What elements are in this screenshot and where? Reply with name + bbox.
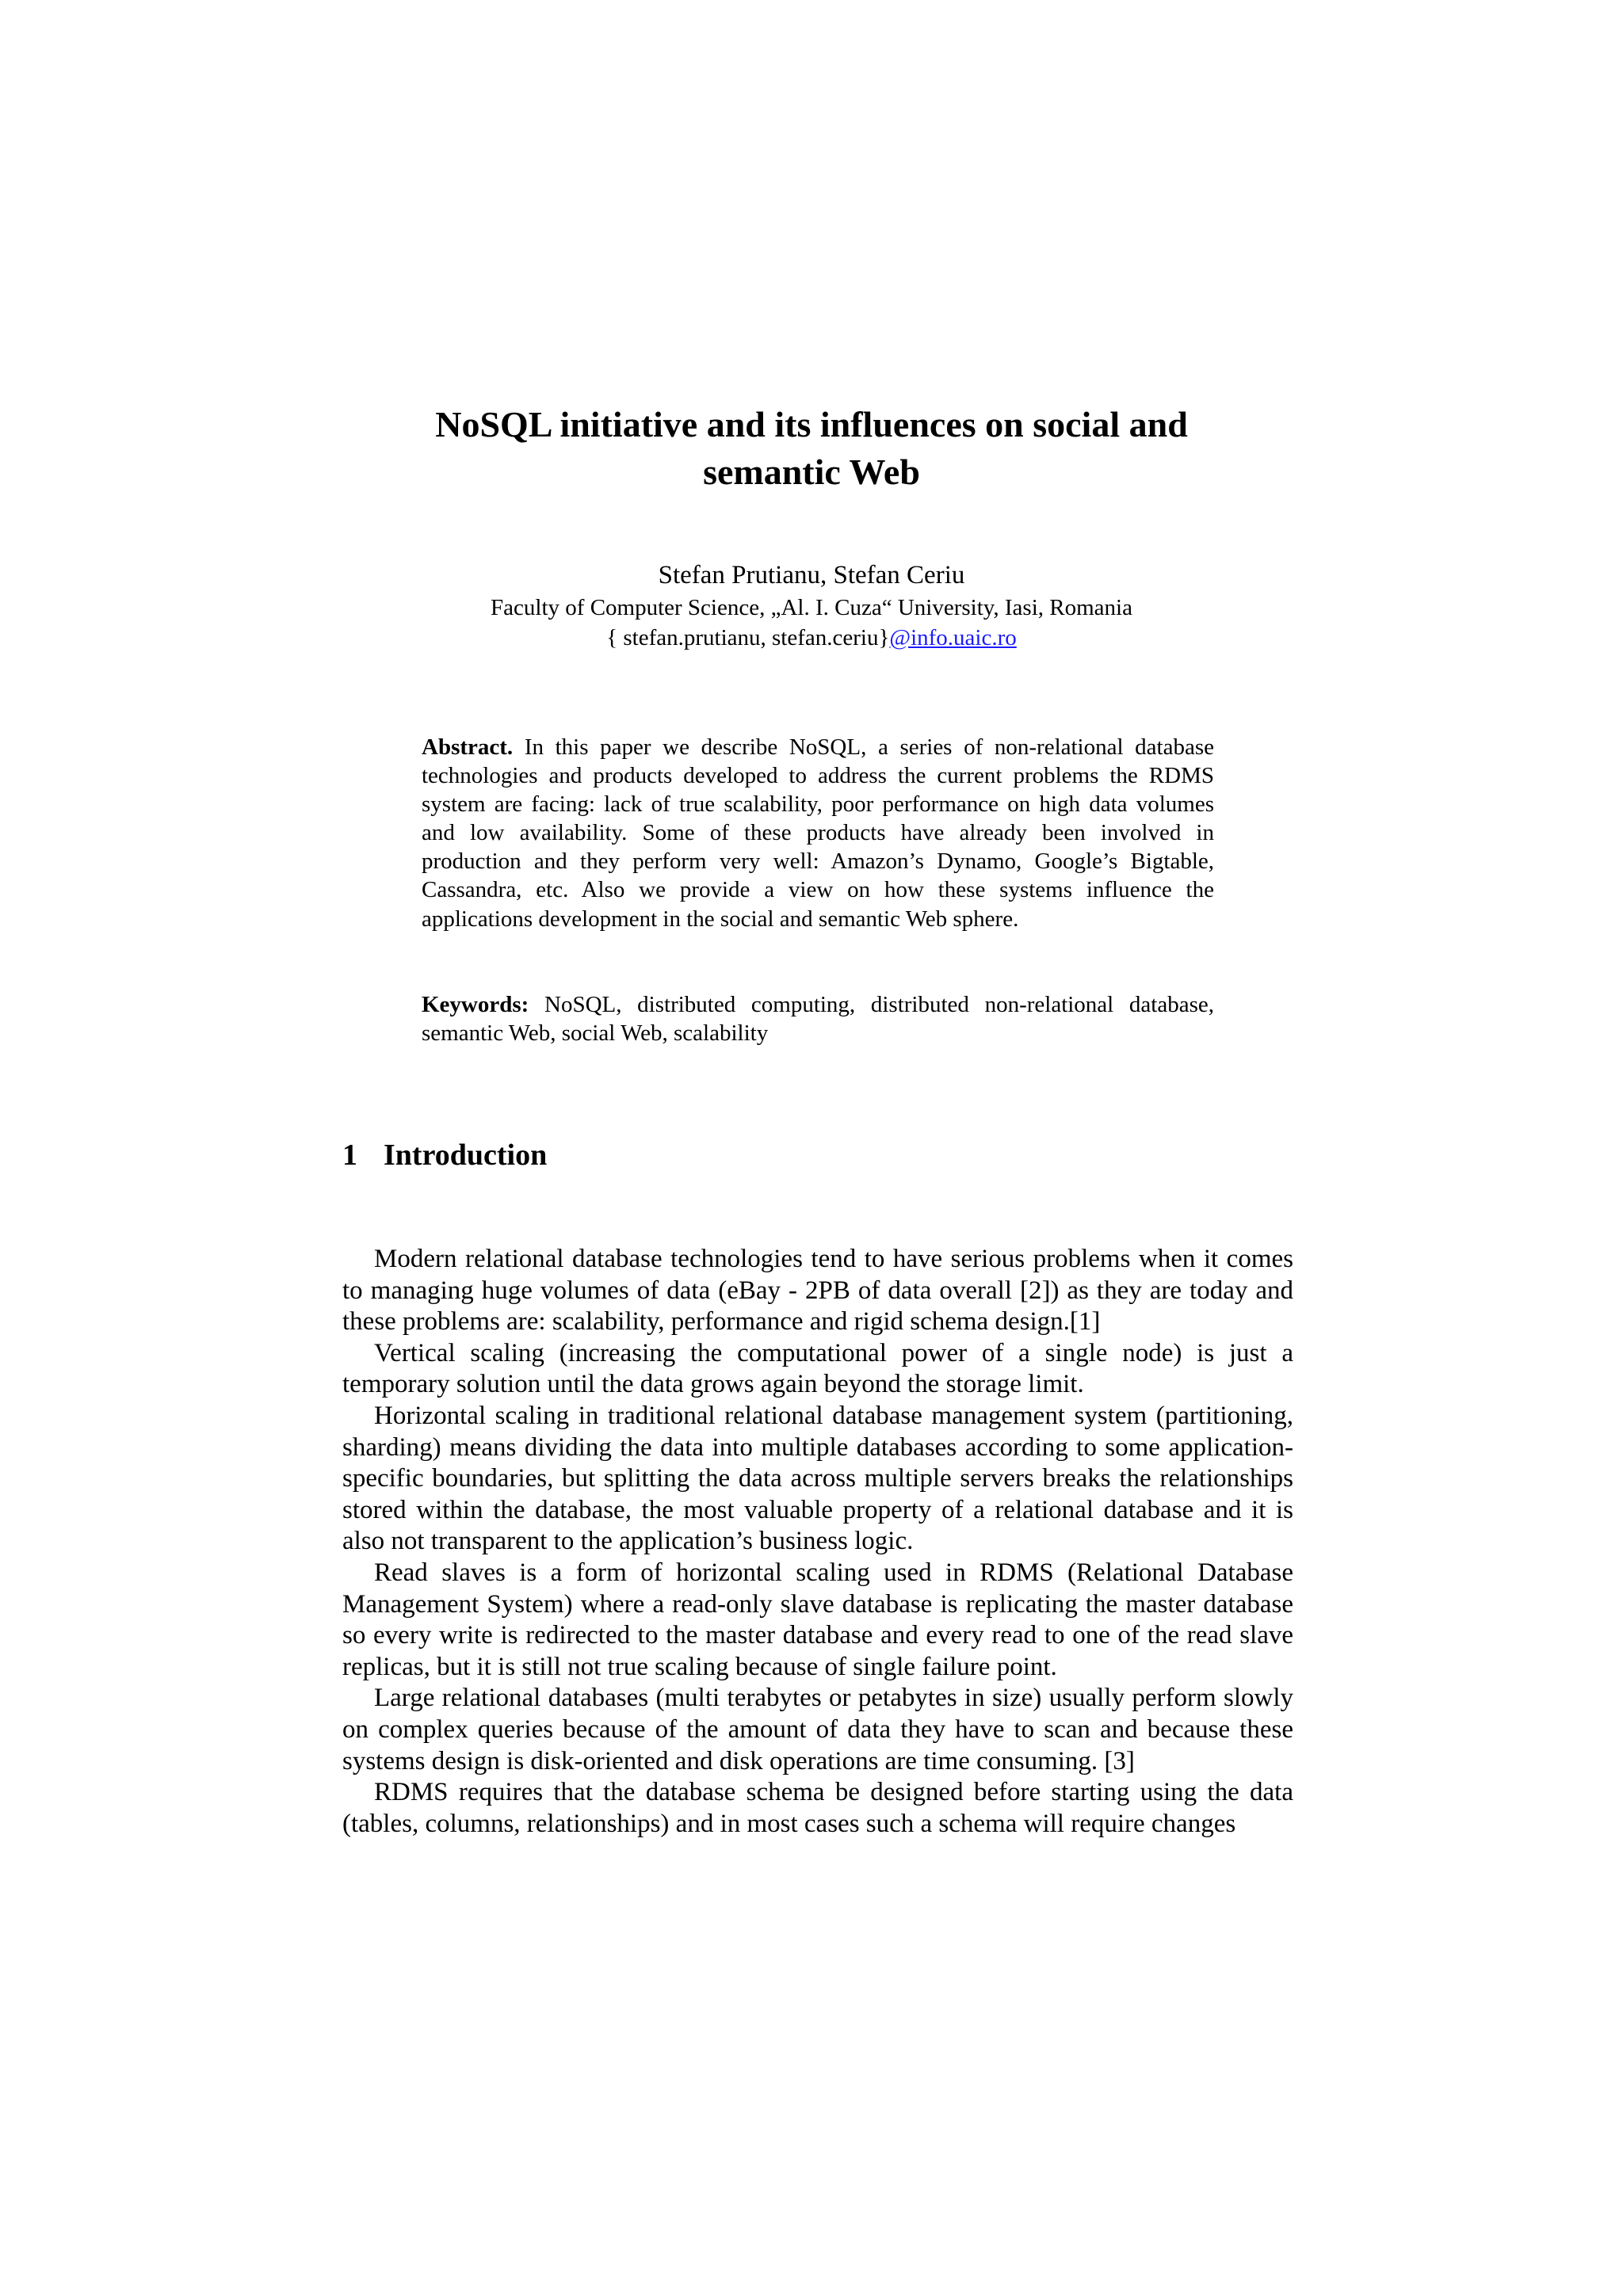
- abstract-label: Abstract.: [422, 734, 514, 760]
- author-emails: [336, 623, 1287, 653]
- abstract-text: In this paper we describe NoSQL, a series of non-relational database technologies and products developed to address the current problems the RDMS system are facing: lack of true scalability, poor performance on high data volumes and low availability. Some of these products have already been involved in production and they perform very well: Amazon’s Dynamo, Google’s Bigtable, Cassandra, etc. Also we provide a view on how these systems influence the applications development in the social and semantic Web sphere.: [422, 734, 1215, 932]
- paper-title: [336, 401, 1287, 496]
- email-domain-link[interactable]: @info.uaic.ro: [889, 625, 1017, 650]
- introduction-body: [342, 1244, 1293, 1840]
- emails-prefix: { stefan.prutianu, stefan.ceriu}: [606, 625, 890, 650]
- keywords-label: Keywords:: [422, 992, 529, 1017]
- paper-title-line-1: NoSQL initiative and its influences on social and: [435, 404, 1188, 444]
- section-title: Introduction: [384, 1138, 548, 1172]
- section-heading-introduction: [342, 1135, 1056, 1175]
- keywords-text: NoSQL, distributed computing, distributed non-relational database, semantic Web, social Web, scalability: [422, 992, 1214, 1047]
- abstract: [422, 733, 1214, 933]
- paragraph: Read slaves is a form of horizontal scaling used in RDMS (Relational Database Management System) where a read-only slave database is replicating the master database so every write is redirected to the master database and every read to one of the read slave replicas, but it is still not true scaling because of single failure point.: [342, 1558, 1293, 1681]
- authors: Stefan Prutianu, Stefan Ceriu: [658, 561, 965, 589]
- section-number: 1: [342, 1138, 357, 1172]
- affiliation: Faculty of Computer Science, „Al. I. Cuza“ University, Iasi, Romania: [491, 595, 1132, 620]
- paragraph: Horizontal scaling in traditional relational database management system (partitioning, sharding) means dividing the data into multiple databases according to some application-specific boundaries, but splitting the data across multiple servers breaks the relationships stored within the database, the most valuable property of a relational database and it is also not transparent to the application’s business logic.: [342, 1401, 1293, 1556]
- keywords: [422, 990, 1214, 1047]
- paper-title-line-2: semantic Web: [703, 452, 920, 492]
- paragraph: Large relational databases (multi terabytes or petabytes in size) usually perform slowly on complex queries because of the amount of data they have to scan and because these systems design is disk-oriented and disk operations are time consuming. [3]: [342, 1684, 1293, 1775]
- paragraph: Vertical scaling (increasing the computational power of a single node) is just a temporary solution until the data grows again beyond the storage limit.: [342, 1338, 1293, 1399]
- paragraph: Modern relational database technologies tend to have serious problems when it comes to managing huge volumes of data (eBay - 2PB of data overall [2]) as they are today and these problems are: scalability, performance and rigid schema design.[1]: [342, 1245, 1293, 1337]
- paragraph: RDMS requires that the database schema be designed before starting using the data (tables, columns, relationships) and in most cases such a schema will require changes: [342, 1778, 1293, 1838]
